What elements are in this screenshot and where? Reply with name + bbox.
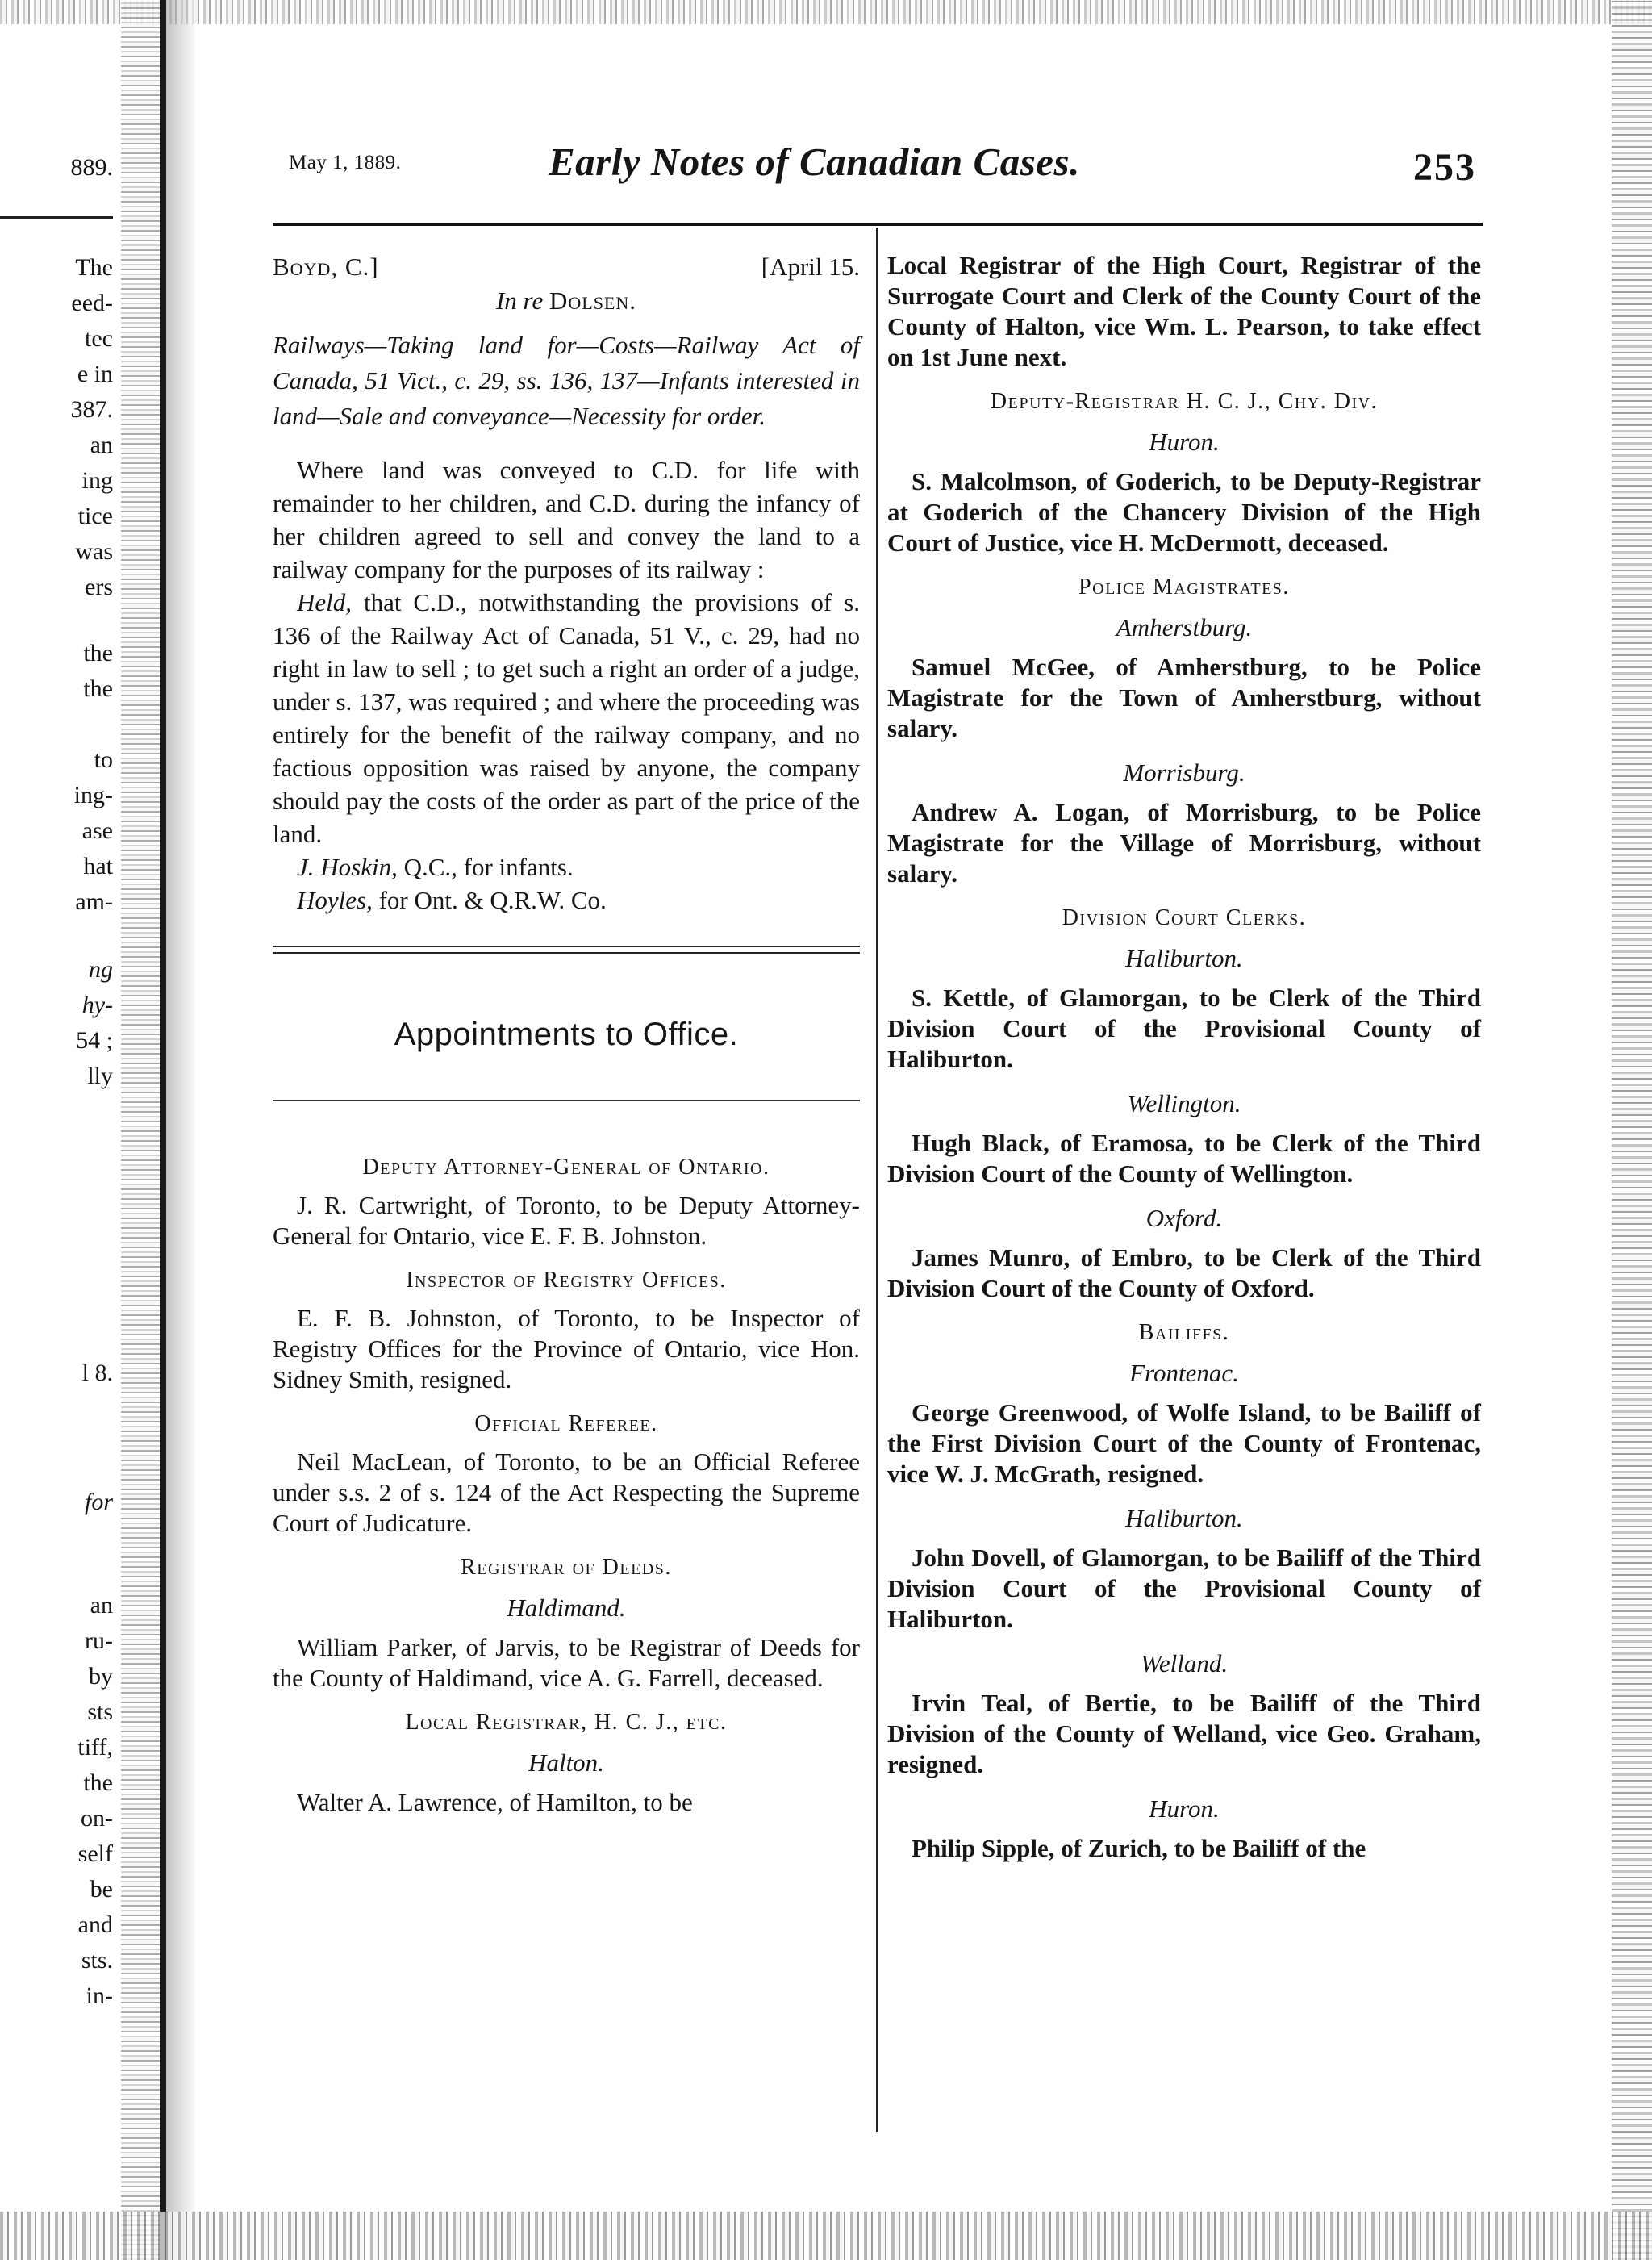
- column-divider: [876, 228, 878, 2132]
- fragment-line: tec: [85, 325, 113, 352]
- appointment-place: Haliburton.: [1125, 1504, 1243, 1532]
- case-headnote: Railways—Taking land for—Costs—Railway Act of Canada, 51 Vict., c. 29, ss. 136, 137—Infants interested in land—Sale and conveyance—Necessity for order.: [273, 331, 860, 430]
- fragment-line: an: [90, 1592, 113, 1619]
- fragment-line: the: [83, 640, 113, 666]
- binding-gradient: [166, 0, 195, 2260]
- fragment-line: be: [90, 1876, 113, 1903]
- appointment-entry: Samuel McGee, of Amherstburg, to be Police Magistrate for the Town of Amherstburg, without salary.: [887, 653, 1481, 742]
- appointment-entry: Andrew A. Logan, of Morrisburg, to be Police Magistrate for the Village of Morrisburg, without salary.: [887, 798, 1481, 888]
- appointments-title: Appointments to Office.: [394, 1017, 739, 1052]
- fragment-line: was: [75, 538, 113, 565]
- previous-page-rule: [0, 216, 113, 219]
- scan-edge-bottom: [0, 2212, 1652, 2260]
- appointment-entry: Irvin Teal, of Bertie, to be Bailiff of the Third Division of the County of Welland, vice Geo. Graham, resigned.: [887, 1689, 1481, 1778]
- fragment-line: ng: [89, 956, 113, 983]
- fragment-line: eed-: [71, 290, 113, 316]
- running-head-date: May 1, 1889.: [289, 152, 402, 173]
- counsel-role: Q.C., for infants.: [403, 853, 574, 881]
- counsel-name: Hoyles,: [297, 886, 373, 914]
- fragment-line: and: [77, 1911, 113, 1938]
- binding-shadow: [121, 0, 160, 2260]
- running-head-title: Early Notes of Canadian Cases.: [549, 140, 1080, 184]
- appointment-place: Morrisburg.: [1123, 758, 1245, 787]
- appointment-entry: S. Malcolmson, of Goderich, to be Deputy-Registrar at Goderich of the Chancery Division of the High Court of Justice, vice H. McDermott, deceased.: [887, 467, 1481, 557]
- fragment-line: am-: [75, 888, 113, 915]
- appointment-place: Oxford.: [1145, 1204, 1223, 1232]
- appointment-entry: J. R. Cartwright, of Toronto, to be Deputy Attorney-General for Ontario, vice E. F. B. Johnston.: [273, 1191, 860, 1250]
- case-title: [273, 284, 860, 318]
- appointment-heading: Division Court Clerks.: [1062, 905, 1307, 930]
- fragment-line: 889.: [70, 154, 113, 181]
- case-date: [April 15.: [761, 253, 860, 281]
- page-number: 253: [1413, 146, 1476, 189]
- appointment-heading: Police Magistrates.: [1078, 574, 1290, 599]
- fragment-line: tiff,: [77, 1734, 113, 1761]
- case-title-prefix: In re: [495, 286, 544, 315]
- right-appointments: [887, 386, 1481, 1864]
- right-column: [887, 250, 1481, 1877]
- counsel-role: for Ont. & Q.R.W. Co.: [378, 886, 607, 914]
- fragment-line: ru-: [85, 1627, 113, 1654]
- appointment-place: Halton.: [528, 1748, 604, 1777]
- scan-edge-top: [0, 0, 1652, 24]
- fragment-line: hy-: [81, 992, 113, 1018]
- appointment-entry: John Dovell, of Glamorgan, to be Bailiff of the Third Division Court of the Provisional County of Haliburton.: [887, 1544, 1481, 1633]
- appointment-entry: William Parker, of Jarvis, to be Registrar of Deeds for the County of Haldimand, vice A. G. Farrell, deceased.: [273, 1633, 860, 1692]
- fragment-line: by: [89, 1663, 113, 1690]
- section-double-rule: [273, 946, 860, 954]
- fragment-line: an: [90, 432, 113, 458]
- left-column: [273, 250, 860, 1831]
- held-text: that C.D., notwithstanding the provisions of s. 136 of the Railway Act of Canada, 51 V., c. 29, had no right in law to sell ; to get such a right an order of a judge, under s. 137, was required ; and where the proceeding was entirely for the benefit of the railway company, and no factious opposition was raised by anyone, the company should pay the costs of the order as part of the price of the land.: [273, 588, 861, 848]
- fragment-line: ing: [81, 467, 113, 494]
- appointment-place: Frontenac.: [1129, 1359, 1239, 1387]
- case-header: [273, 250, 860, 284]
- appointment-entry: S. Kettle, of Glamorgan, to be Clerk of the Third Division Court of the Provisional County of Haliburton.: [887, 984, 1481, 1073]
- fragment-line: ers: [85, 574, 113, 600]
- appointment-place: Amherstburg.: [1116, 613, 1253, 641]
- appointment-entry: George Greenwood, of Wolfe Island, to be Bailiff of the First Division Court of the County of Frontenac, vice W. J. McGrath, resigned.: [887, 1398, 1481, 1488]
- fragment-line: ing-: [73, 782, 113, 808]
- fragment-line: e in: [77, 361, 113, 387]
- scan-edge-right: [1612, 0, 1652, 2260]
- fragment-line: hat: [83, 853, 113, 879]
- held-label: Held,: [297, 588, 353, 616]
- appointment-heading: Local Registrar, H. C. J., etc.: [405, 1710, 728, 1735]
- header-rule: [273, 223, 1483, 226]
- appointment-place: Huron.: [1149, 428, 1220, 456]
- appointment-place: Huron.: [1149, 1794, 1220, 1823]
- appointment-place: Welland.: [1140, 1649, 1229, 1677]
- appointment-heading: Registrar of Deeds.: [461, 1555, 672, 1580]
- appointment-place: Haldimand.: [507, 1594, 626, 1622]
- fragment-line: the: [83, 675, 113, 702]
- appointment-heading: Deputy-Registrar H. C. J., Chy. Div.: [990, 389, 1379, 414]
- appointment-entry: James Munro, of Embro, to be Clerk of the Third Division Court of the County of Oxford.: [887, 1243, 1481, 1302]
- case-held: [273, 586, 860, 850]
- fragment-line: for: [84, 1489, 113, 1515]
- left-appointments: [273, 1151, 860, 1818]
- appointment-heading: Deputy Attorney-General of Ontario.: [362, 1155, 770, 1180]
- fragment-line: self: [77, 1840, 113, 1867]
- case-facts: Where land was conveyed to C.D. for life with remainder to her children, and C.D. during the infancy of her children agreed to sell and convey the land to a railway company for the purposes of its railway :: [273, 456, 860, 583]
- fragment-line: The: [75, 254, 113, 281]
- fragment-line: the: [83, 1769, 113, 1796]
- appointment-entry: Philip Sipple, of Zurich, to be Bailiff of the: [912, 1834, 1366, 1862]
- appointment-entry: Walter A. Lawrence, of Hamilton, to be: [297, 1788, 693, 1816]
- counsel-line: [273, 850, 860, 884]
- binding-fold: [160, 0, 166, 2260]
- fragment-line: 54 ;: [76, 1027, 113, 1054]
- appointment-place: Wellington.: [1127, 1089, 1241, 1117]
- fragment-line: on-: [81, 1805, 113, 1832]
- fragment-line: lly: [87, 1063, 113, 1089]
- section-rule: [273, 1100, 860, 1101]
- fragment-line: l 8.: [81, 1360, 113, 1386]
- appointment-continuation: Local Registrar of the High Court, Registrar of the Surrogate Court and Clerk of the County Court of the County of Halton, vice Wm. L. Pearson, to take effect on 1st June next.: [887, 251, 1481, 371]
- appointment-heading: Official Referee.: [474, 1411, 658, 1436]
- counsel-line: [273, 884, 860, 917]
- fragment-line: in-: [86, 1982, 113, 2009]
- appointment-heading: Inspector of Registry Offices.: [406, 1268, 727, 1293]
- appointment-entry: Hugh Black, of Eramosa, to be Clerk of the Third Division Court of the County of Wellington.: [887, 1129, 1481, 1188]
- case-judge: Boyd, C.]: [273, 253, 379, 281]
- fragment-line: ase: [81, 817, 113, 844]
- counsel-name: J. Hoskin,: [297, 853, 398, 881]
- fragment-line: sts: [87, 1698, 113, 1725]
- fragment-line: sts.: [81, 1947, 113, 1974]
- appointment-place: Haliburton.: [1125, 944, 1243, 972]
- case-title-name: Dolsen.: [549, 286, 637, 315]
- appointment-entry: Neil MacLean, of Toronto, to be an Official Referee under s.s. 2 of s. 124 of the Act Respecting the Supreme Court of Judicature.: [273, 1447, 860, 1537]
- fragment-line: 387.: [70, 396, 113, 423]
- appointment-heading: Bailiffs.: [1138, 1320, 1230, 1345]
- appointment-entry: E. F. B. Johnston, of Toronto, to be Inspector of Registry Offices for the Province of Ontario, vice Hon. Sidney Smith, resigned.: [273, 1304, 860, 1393]
- fragment-line: to: [94, 746, 113, 773]
- fragment-line: tice: [77, 503, 113, 529]
- counsel-list: [273, 850, 860, 917]
